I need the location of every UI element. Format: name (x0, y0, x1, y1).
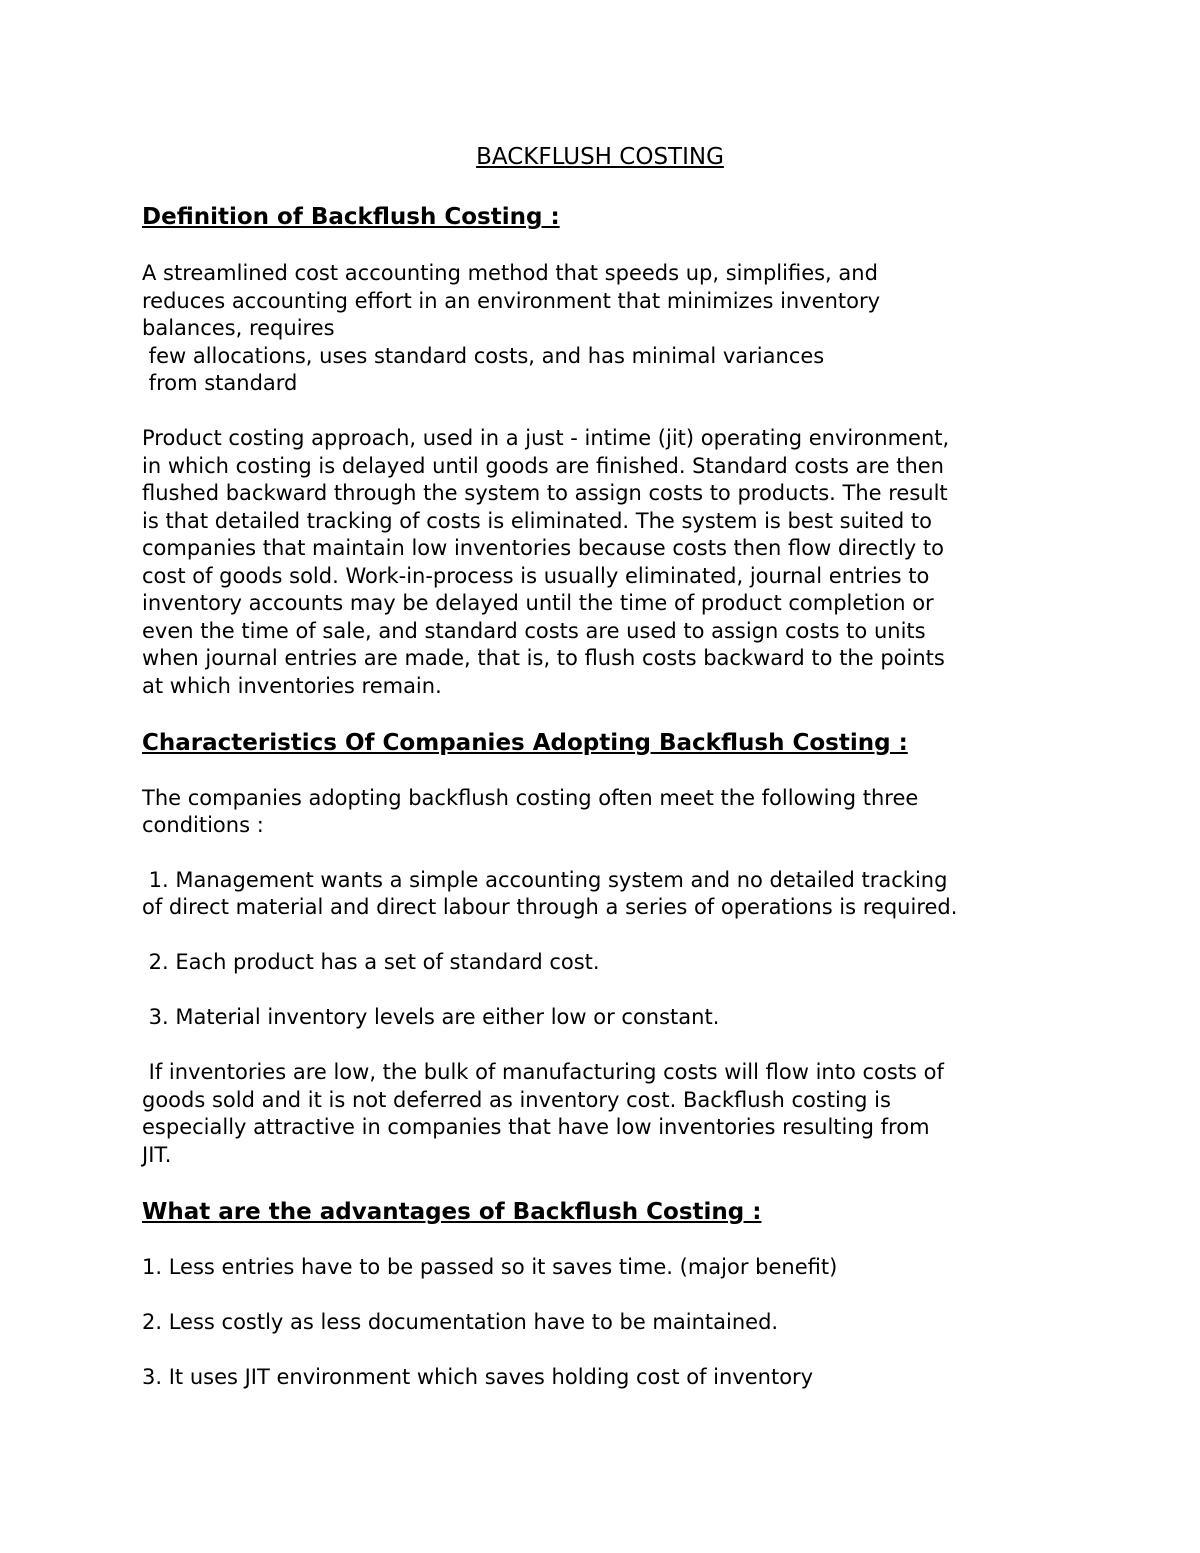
closing-line: goods sold and it is not deferred as inventory cost. Backflush costing is (142, 1088, 891, 1112)
condition-1-line: of direct material and direct labour through a series of operations is required. (142, 895, 958, 919)
approach-line: cost of goods sold. Work-in-process is usually eliminated, journal entries to (142, 564, 930, 588)
characteristics-intro-line: The companies adopting backflush costing often meet the following three (142, 786, 919, 810)
condition-1-line: 1. Management wants a simple accounting system and no detailed tracking (142, 868, 948, 892)
closing-line: If inventories are low, the bulk of manufacturing costs will flow into costs of (142, 1060, 944, 1084)
approach-line: even the time of sale, and standard costs are used to assign costs to units (142, 619, 926, 643)
definition-line: reduces accounting effort in an environment that minimizes inventory (142, 289, 881, 313)
approach-line: Product costing approach, used in a just - intime (jit) operating environment, (142, 426, 950, 450)
definition-line: A streamlined cost accounting method that speeds up, simplifies, and (142, 261, 878, 285)
advantages-heading: What are the advantages of Backflush Costing : (142, 1199, 762, 1225)
approach-line: flushed backward through the system to assign costs to products. The result (142, 481, 948, 505)
condition-3: 3. Material inventory levels are either low or constant. (142, 1005, 720, 1029)
closing-line: especially attractive in companies that have low inventories resulting from (142, 1115, 930, 1139)
characteristics-heading: Characteristics Of Companies Adopting Backflush Costing : (142, 730, 908, 756)
approach-line: inventory accounts may be delayed until the time of product completion or (142, 591, 934, 615)
approach-line: companies that maintain low inventories because costs then flow directly to (142, 536, 944, 560)
closing-line: JIT. (142, 1143, 172, 1167)
approach-line: is that detailed tracking of costs is eliminated. The system is best suited to (142, 509, 932, 533)
characteristics-intro-line: conditions : (142, 813, 264, 837)
definition-line: balances, requires (142, 316, 335, 340)
definition-line: from standard (142, 371, 298, 395)
document-title: BACKFLUSH COSTING (476, 144, 724, 170)
definition-heading: Definition of Backflush Costing : (142, 204, 560, 230)
advantage-item: 1. Less entries have to be passed so it saves time. (major benefit) (142, 1255, 838, 1279)
advantage-item: 3. It uses JIT environment which saves holding cost of inventory (142, 1365, 814, 1389)
definition-line: few allocations, uses standard costs, and has minimal variances (142, 344, 825, 368)
condition-2: 2. Each product has a set of standard cost. (142, 950, 600, 974)
approach-line: when journal entries are made, that is, to flush costs backward to the points (142, 646, 945, 670)
approach-line: in which costing is delayed until goods are finished. Standard costs are then (142, 454, 944, 478)
approach-line: at which inventories remain. (142, 674, 442, 698)
advantage-item: 2. Less costly as less documentation have to be maintained. (142, 1310, 779, 1334)
